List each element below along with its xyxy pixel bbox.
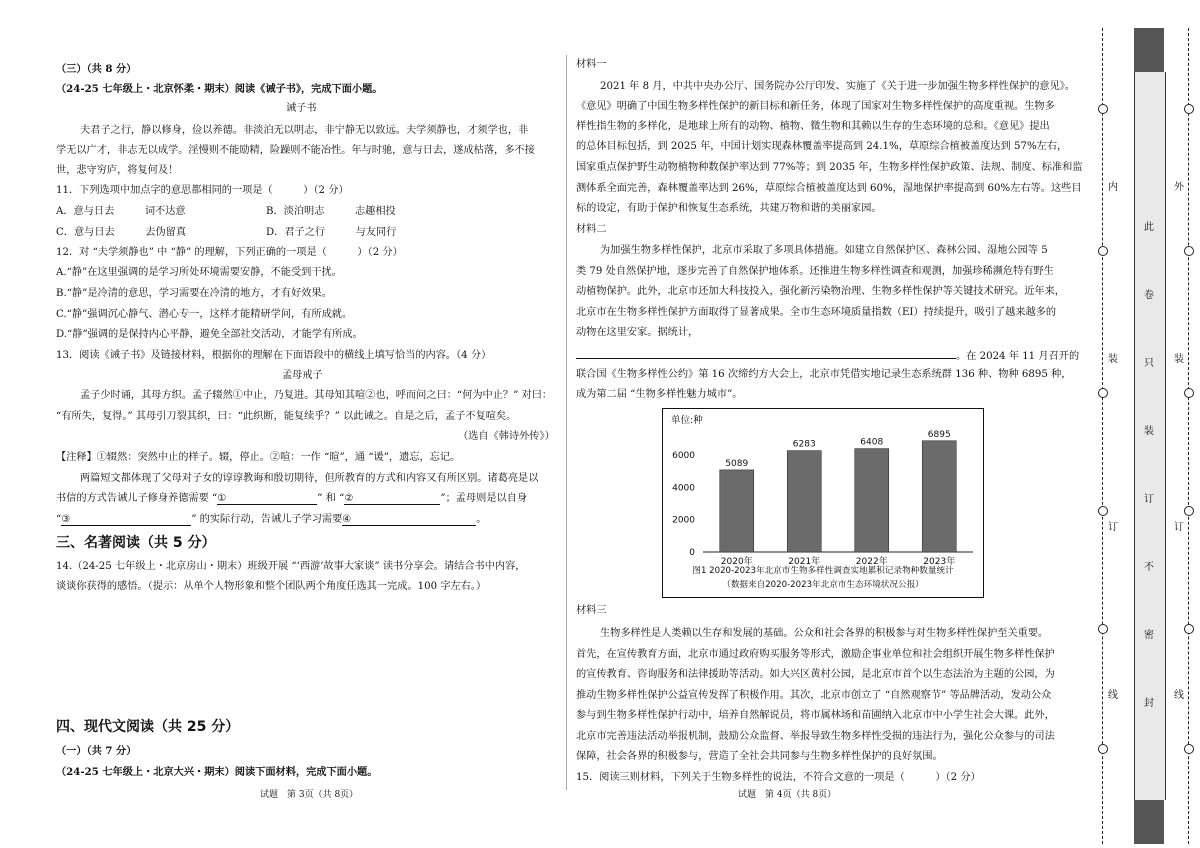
- blank-3[interactable]: ③: [61, 513, 191, 526]
- material-3-text: 生物多样性是人类赖以生存和发展的基础。公众和社会各界的积极参与对生物多样性保护至关重要。: [600, 628, 1049, 639]
- material-2-text: 。在 2024 年 11 月召开的: [576, 346, 1079, 364]
- story-line: “有所失，复得。” 其母引刀裂其织，曰：“此织断，能复续乎？” 以此诫之。自是之后，孟子不复喧矣。: [56, 411, 517, 422]
- binding-inner-char: 装: [1108, 354, 1118, 365]
- poem-line: 学无以广才，非志无以成学。淫慢则不能励精，险躁则不能冶性。年与时驰，意与日去，遂成枯落，多不接: [56, 145, 535, 156]
- binding-outer-char: 线: [1174, 690, 1184, 701]
- bar-2023年: [922, 441, 956, 552]
- material-1-text: 2021 年 8 月，中共中央办公厅、国务院办公厅印发、实施了《关于进一步加强生物多样性保护的意见》。: [600, 81, 1076, 92]
- page-footer-right: 试题 第 4页（共 8页）: [738, 790, 837, 800]
- option-11-b[interactable]: B．淡泊明志 志趣相投: [266, 206, 396, 217]
- material-2-text: 动植物保护。此外，北京市还加大科技投入，强化新污染物治理、生物多样性保护等关键技术研究。近年来，: [576, 286, 1065, 297]
- binding-band-bottom: [1134, 800, 1164, 844]
- x-tick-label: 2020年: [720, 557, 753, 567]
- material-3-label: 材料三: [576, 605, 607, 616]
- binding-hole-icon: [1184, 624, 1194, 634]
- binding-hole-icon: [1098, 104, 1108, 114]
- bar-2020年: [720, 470, 754, 552]
- blank-1[interactable]: ①: [217, 492, 317, 505]
- binding-notice-char: 装: [1144, 426, 1154, 437]
- chart-unit-label: 单位:种: [671, 415, 703, 426]
- section-heading-modern: 四、现代文阅读（共 25 分）: [56, 719, 240, 735]
- question-11: 11．下列选项中加点字的意思都相同的一项是（ ）（2 分）: [56, 185, 349, 196]
- section-heading-classics: 三、名著阅读（共 5 分）: [56, 535, 216, 551]
- material-3-text: 首先，在宣传教育方面，北京市通过政府购买服务等形式，激励企事业单位和社会组织开展生物多样性保护: [576, 649, 1055, 660]
- binding-notice-char: 卷: [1144, 290, 1154, 301]
- material-2-text: 类 79 处自然保护地，逐步完善了自然保护地体系。还推进生物多样性调查和观测，加强珍稀濒危特有野生: [576, 266, 1054, 277]
- binding-hole-icon: [1184, 246, 1194, 256]
- bar-2021年: [787, 451, 821, 552]
- poem-line: 夫君子之行，静以修身，俭以养德。非淡泊无以明志，非宁静无以致远。夫学须静也，才须学也，非: [80, 125, 529, 136]
- material-2-label: 材料二: [576, 224, 607, 235]
- binding-outer-char: 装: [1174, 354, 1184, 365]
- fill-text-line: “③ ” 的实际行动，告诫儿子学习需要④ 。: [56, 514, 487, 525]
- material-3-text: 的宣传教育、咨询服务和法律援助等活动。如大兴区黄村公园，是北京市首个以生态法治为主题的公园，为: [576, 669, 1055, 680]
- blank-2[interactable]: ②: [344, 492, 440, 505]
- data-label: 6283: [792, 439, 816, 450]
- material-2-text: 成为第二届 “生物多样性魅力城市”。: [576, 389, 743, 400]
- binding-hole-icon: [1184, 506, 1194, 516]
- material-3-text: 北京市完善违法活动举报机制，鼓励公众监督、举报导致生物多样性受损的违法行为，强化公众参与的司法: [576, 731, 1055, 742]
- binding-strip: [1100, 28, 1192, 844]
- question-15: 15．阅读三则材料，下列关于生物多样性的说法，不符合文意的一项是（ ）（2 分）: [576, 772, 981, 783]
- data-label: 5089: [725, 458, 749, 469]
- binding-notice-char: 订: [1144, 494, 1154, 505]
- x-tick-label: 2023年: [923, 557, 956, 567]
- binding-notice-char: 封: [1144, 698, 1154, 709]
- binding-notice-char: 此: [1144, 222, 1154, 233]
- poem-title: 诫子书: [286, 103, 317, 114]
- fill-text-line: 两篇短文都体现了父母对子女的谆谆教诲和殷切期待，但所教育的方式和内容又有所区别。诸葛亮是以: [80, 473, 539, 484]
- option-11-d[interactable]: D．君子之行 与友同行: [266, 227, 397, 238]
- material-2-text: 联合国《生物多样性公约》第 16 次缔约方大会上，北京市凭借实地记录生态系统群 136 种、物种 6895 种，: [576, 369, 1072, 380]
- y-tick-label: 2000: [672, 515, 695, 526]
- binding-hole-icon: [1098, 744, 1108, 754]
- bar-chart: [662, 408, 984, 598]
- fill-text-line: 书信的方式告诫儿子修身养德需要 “① ” 和 “② ”；孟母则是以自身: [56, 493, 528, 504]
- material-1-text: 的总体目标包括，到 2025 年，中国计划实现森林覆盖率提高到 24.1%，草原综合植被盖度达到 57%左右，: [576, 141, 1068, 152]
- story-source: （选自《韩诗外传》）: [458, 431, 555, 442]
- inner-dashed-line: [1102, 28, 1103, 844]
- question-12: 12．对 “夫学须静也” 中 “静” 的理解，下列正确的一项是（ ）（2 分）: [56, 247, 403, 258]
- chart-caption: 图1 2020-2023年北京市生物多样性调查实地累积记录物种数量统计: [692, 566, 954, 576]
- option-12-c[interactable]: C.“静”强调沉心静气、潜心专一，这样才能精研学问，有所成就。: [56, 309, 353, 320]
- data-label: 6408: [860, 437, 884, 448]
- data-label: 6895: [927, 429, 951, 440]
- material-1-text: 《意见》明确了中国生物多样性保护的新目标和新任务，体现了国家对生物多样性保护的高度重视。生物多: [576, 101, 1055, 112]
- story-title: 孟母戒子: [282, 370, 323, 381]
- binding-hole-icon: [1184, 744, 1194, 754]
- page-footer-left: 试题 第 3页（共 8页）: [260, 790, 359, 800]
- option-12-a[interactable]: A.“静”在这里强调的是学习所处环境需要安静，不能受到干扰。: [56, 267, 342, 278]
- binding-notice-char: 密: [1144, 630, 1154, 641]
- y-tick-label: 0: [689, 548, 695, 558]
- binding-inner-char: 线: [1108, 690, 1118, 701]
- binding-hole-icon: [1098, 624, 1108, 634]
- blank-answer-line[interactable]: [576, 346, 956, 359]
- material-2-text: 北京市在生物多样性保护方面取得了显著成果。全市生态环境质量指数（EI）持续提升，吸引了越来越多的: [576, 307, 1057, 318]
- binding-hole-icon: [1184, 104, 1194, 114]
- bar-chart-svg: [663, 409, 983, 597]
- question-13: 13．阅读《诫子书》及链接材料，根据你的理解在下面语段中的横线上填写恰当的内容。（4 分）: [56, 350, 492, 361]
- story-line: 孟子少时诵，其母方织。孟子辍然①中止，乃复进。其母知其喧②也，呼而问之曰：“何为中止？” 对曰：: [80, 390, 553, 401]
- material-1-text: 国家重点保护野生动物植物种数保护率达到 77%等；到 2035 年，生物多样性保护政策、法规、制度、标准和监: [576, 162, 1083, 173]
- column-divider: [566, 55, 567, 790]
- binding-notice-char: 不: [1144, 562, 1154, 573]
- modern-sub-title: （一）（共 7 分）: [56, 745, 137, 757]
- chart-source: （数据来自2020-2023年北京市生态环境状况公报）: [722, 580, 924, 590]
- material-1-label: 材料一: [576, 59, 607, 70]
- bar-2022年: [855, 449, 889, 552]
- binding-inner-char: 订: [1108, 522, 1118, 533]
- section-3-intro: （24-25 七年级上・北京怀柔・期末）阅读《诫子书》，完成下面小题。: [56, 83, 383, 95]
- option-11-a[interactable]: A．意与日去 词不达意: [56, 206, 186, 217]
- material-2-text: 为加强生物多样性保护，北京市采取了多项具体措施。如建立自然保护区、森林公园、湿地公园等 5: [600, 245, 1048, 256]
- section-3-title: （三）（共 8 分）: [56, 63, 137, 75]
- outer-dashed-line: [1188, 28, 1189, 844]
- x-tick-label: 2022年: [855, 557, 888, 567]
- question-14-hint: 谈谈你获得的感悟。（提示：从单个人物形象和整个团队两个角度任选其一完成。100 字左右。）: [56, 581, 487, 592]
- option-11-c[interactable]: C．意与日去 去伪留真: [56, 227, 187, 238]
- binding-hole-icon: [1098, 506, 1108, 516]
- binding-notice-char: 只: [1144, 358, 1154, 369]
- question-14: 14.（24-25 七年级上・北京房山・期末）班级开展 “‘西游’故事大家谈” 读书分享会。请结合书中内容，: [56, 561, 526, 572]
- binding-hole-icon: [1098, 246, 1108, 256]
- material-3-text: 参与到生物多样性保护行动中，培养自然解说员，将市属林场和苗圃纳入北京市中小学生社会大课。此外，: [576, 710, 1055, 721]
- material-2-text: 动物在这里安家。据统计，: [576, 327, 699, 338]
- material-1-text: 测体系全面完善，森林覆盖率达到 26%，草原综合植被盖度达到 60%，湿地保护率提高到 60%左右等。这些目: [576, 183, 1082, 194]
- option-12-b[interactable]: B.“静”是冷清的意思，学习需要在冷清的地方，才有好效果。: [56, 288, 332, 299]
- binding-hole-icon: [1184, 388, 1194, 398]
- material-3-text: 保障，社会各界的积极参与，营造了全社会共同参与生物多样性保护的良好氛围。: [576, 751, 943, 762]
- binding-inner-char: 内: [1108, 182, 1118, 193]
- poem-line: 世，悲守穷庐，将复何及！: [56, 165, 179, 176]
- modern-intro: （24-25 七年级上・北京大兴・期末）阅读下面材料，完成下面小题。: [56, 766, 378, 778]
- y-tick-label: 4000: [672, 483, 695, 494]
- annotation-note: 【注释】①辍然：突然中止的样子。辍，停止。②喧：一作 “暄”，通 “谖”，遗忘，忘记。: [56, 452, 461, 463]
- material-3-text: 推动生物多样性保护公益宣传发挥了积极作用。其次，北京市创立了 “自然观察节” 等品牌活动，发动公众: [576, 690, 1052, 701]
- binding-hole-icon: [1098, 388, 1108, 398]
- binding-band-top: [1134, 28, 1164, 72]
- material-1-text: 标的设定，有助于保护和恢复生态系统，共建万物和谐的美丽家园。: [576, 203, 882, 214]
- binding-outer-char: 订: [1174, 522, 1184, 533]
- x-tick-label: 2021年: [788, 557, 821, 567]
- y-tick-label: 6000: [672, 451, 695, 462]
- binding-outer-char: 外: [1174, 182, 1184, 193]
- blank-4[interactable]: ④: [342, 513, 476, 526]
- option-12-d[interactable]: D.“静”强调的是保持内心平静，避免全部社交活动，才能学有所成。: [56, 329, 363, 340]
- material-1-text: 样性指生物的多样化，是地球上所有的动物、植物、微生物和其赖以生存的生态环境的总和。《意见》提出: [576, 121, 1050, 132]
